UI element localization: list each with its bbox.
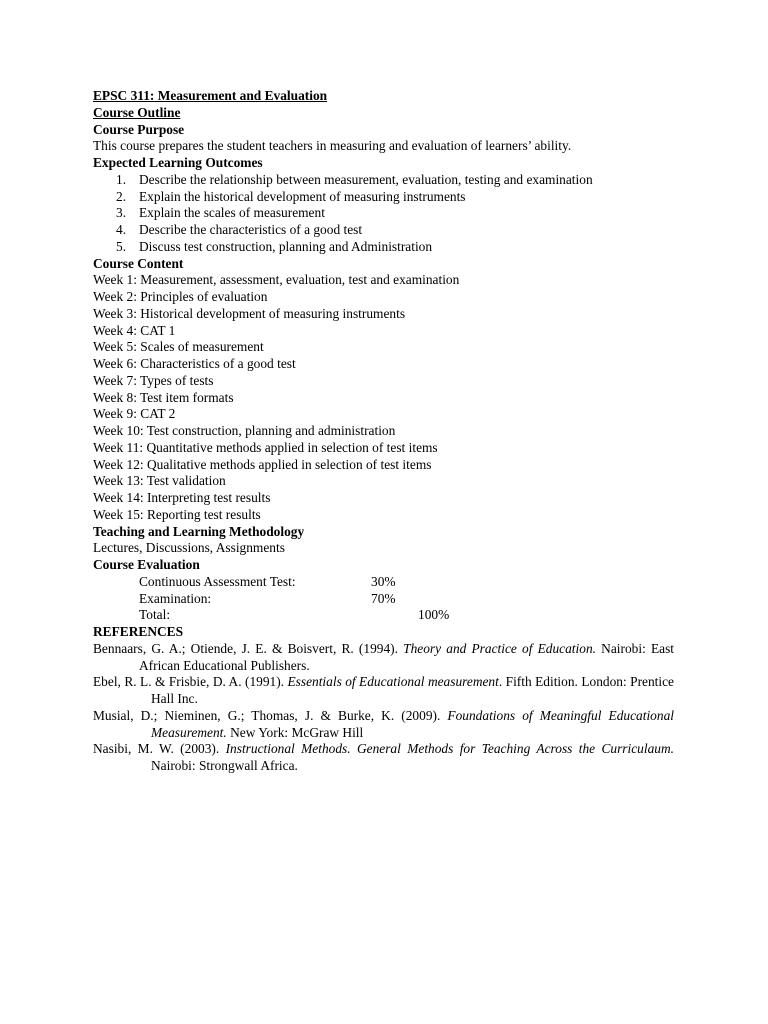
course-outline-document	[93, 88, 674, 775]
week-item: Week 2: Principles of evaluation	[93, 289, 268, 304]
list-number: 5.	[116, 238, 127, 254]
week-item: Week 1: Measurement, assessment, evaluation, test and examination	[93, 272, 460, 288]
reference-item	[93, 641, 674, 675]
purpose-text: This course prepares the student teachers in measuring and evaluation of learners’ ability.	[93, 138, 572, 154]
list-item-text: Describe the relationship between measurement, evaluation, testing and examination	[139, 171, 593, 187]
week-item: Week 11: Quantitative methods applied in selection of test items	[93, 439, 438, 455]
week-item: Week 13: Test validation	[93, 473, 226, 489]
week-item: Week 3: Historical development of measuring instruments	[93, 305, 406, 321]
reference-item	[93, 674, 674, 708]
list-item	[93, 205, 674, 222]
reference-publisher: Nairobi: Strongwall Africa.	[151, 758, 298, 773]
list-item	[93, 239, 674, 256]
week-item: Week 6: Characteristics of a good test	[93, 356, 296, 371]
list-number: 1.	[116, 171, 127, 187]
evaluation-label: Examination:	[139, 590, 212, 606]
list-number: 3.	[116, 205, 127, 221]
methodology-heading: Teaching and Learning Methodology	[93, 523, 305, 539]
reference-title: Essentials of Educational measurement	[287, 674, 499, 690]
reference-item	[93, 741, 674, 775]
list-item-text: Describe the characteristics of a good test	[139, 222, 363, 237]
references-heading: REFERENCES	[93, 624, 184, 639]
outline-label: Course Outline	[93, 104, 181, 120]
evaluation-row	[93, 591, 674, 608]
week-item: Week 7: Types of tests	[93, 372, 214, 388]
methodology-text: Lectures, Discussions, Assignments	[93, 540, 285, 556]
weeks-list	[93, 272, 674, 523]
week-item: Week 15: Reporting test results	[93, 506, 261, 522]
list-item	[93, 189, 674, 206]
list-number: 2.	[116, 188, 127, 204]
evaluation-value: 30%	[371, 573, 396, 589]
list-item-text: Explain the historical development of measuring instruments	[139, 188, 466, 204]
list-item	[93, 222, 674, 239]
reference-publisher: New York: McGraw Hill	[226, 724, 364, 740]
evaluation-row	[93, 607, 674, 624]
evaluation-table	[93, 574, 674, 624]
list-number: 4.	[116, 222, 127, 237]
list-item	[93, 172, 674, 189]
reference-publisher: . Fifth Edition. London: Prentice Hall Inc.	[151, 674, 675, 706]
references-list	[93, 641, 674, 775]
week-item: Week 5: Scales of measurement	[93, 339, 264, 355]
week-item: Week 12: Qualitative methods applied in selection of test items	[93, 456, 432, 472]
content-heading: Course Content	[93, 255, 184, 271]
outcomes-heading: Expected Learning Outcomes	[93, 155, 263, 170]
reference-publisher: Nairobi: East African Educational Publishers.	[139, 640, 675, 673]
course-title: EPSC 311: Measurement and Evaluation	[93, 88, 328, 103]
reference-authors: Nasibi, M. W. (2003).	[93, 741, 226, 757]
evaluation-label: Continuous Assessment Test:	[139, 573, 296, 589]
evaluation-heading: Course Evaluation	[93, 557, 200, 572]
reference-item	[93, 708, 674, 742]
week-item: Week 4: CAT 1	[93, 322, 176, 338]
reference-authors: Bennaars, G. A.; Otiende, J. E. & Boisvert, R. (1994).	[93, 640, 404, 656]
list-item-text: Explain the scales of measurement	[139, 205, 325, 221]
purpose-heading: Course Purpose	[93, 121, 185, 137]
week-item: Week 8: Test item formats	[93, 389, 234, 405]
week-item: Week 14: Interpreting test results	[93, 490, 271, 505]
outcomes-list	[93, 172, 674, 256]
list-item-text: Discuss test construction, planning and Administration	[139, 238, 433, 254]
reference-authors: Musial, D.; Nieminen, G.; Thomas, J. & Burke, K. (2009).	[93, 707, 448, 723]
evaluation-value: 100%	[418, 607, 450, 623]
reference-title: Instructional Methods. General Methods for Teaching Across the Curriculaum.	[225, 741, 675, 757]
evaluation-label: Total:	[139, 607, 171, 623]
reference-title: Theory and Practice of Education.	[403, 640, 596, 656]
evaluation-value: 70%	[371, 590, 396, 606]
reference-title: Foundations of Meaningful Educational Measurement.	[151, 707, 674, 740]
week-item: Week 9: CAT 2	[93, 406, 176, 422]
reference-authors: Ebel, R. L. & Frisbie, D. A. (1991).	[93, 674, 288, 690]
evaluation-row	[93, 574, 674, 591]
week-item: Week 10: Test construction, planning and administration	[93, 423, 396, 438]
